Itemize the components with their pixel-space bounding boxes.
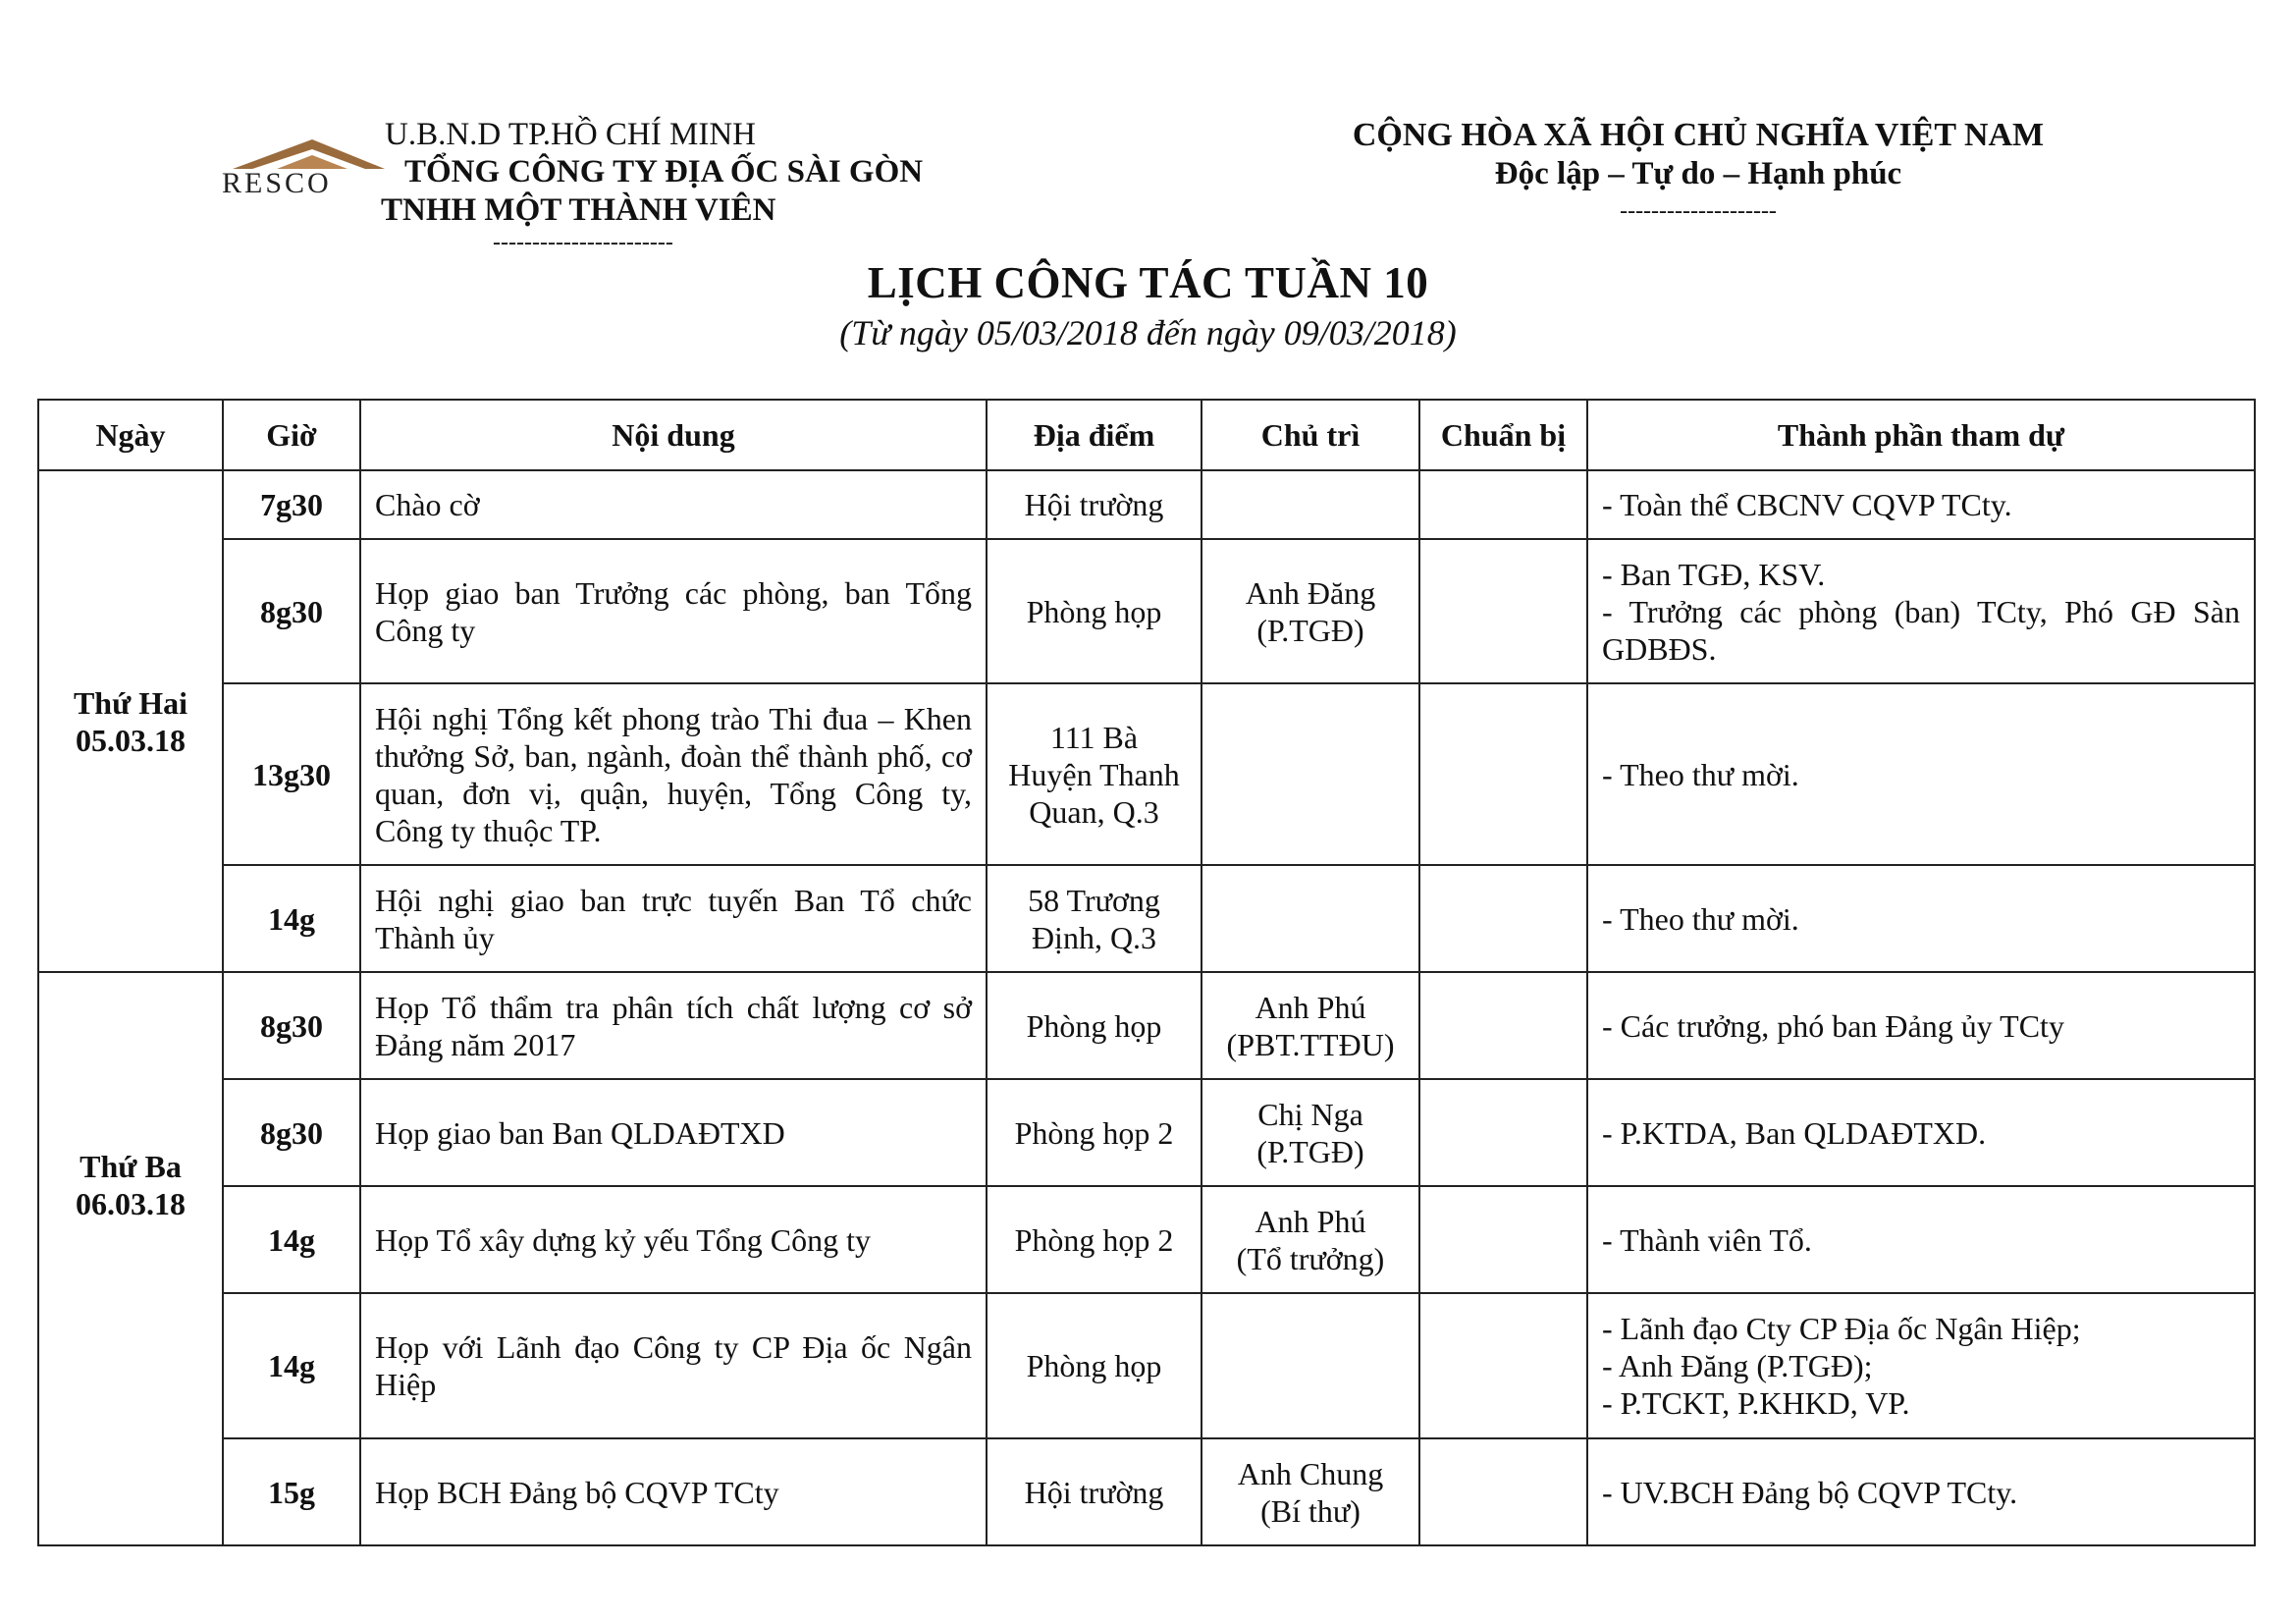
- place-cell: Phòng họp: [987, 1293, 1201, 1438]
- attendees-cell: - P.KTDA, Ban QLDAĐTXD.: [1587, 1079, 2255, 1186]
- attendees-cell: - Toàn thể CBCNV CQVP TCty.: [1587, 470, 2255, 539]
- date-range: (Từ ngày 05/03/2018 đến ngày 09/03/2018): [839, 313, 1457, 352]
- prep-cell: [1419, 683, 1587, 865]
- time-cell: 15g: [223, 1438, 360, 1545]
- chair-cell: [1201, 683, 1419, 865]
- content-cell: Hội nghị Tổng kết phong trào Thi đua – Khen thưởng Sở, ban, ngành, đoàn thể thành phố, cơ quan, đơn vị, quận, huyện, Tổng Công ty, Công ty thuộc TP.: [360, 683, 987, 865]
- prep-cell: [1419, 972, 1587, 1079]
- place-cell: Phòng họp: [987, 539, 1201, 683]
- content-cell: Họp Tổ xây dựng kỷ yếu Tổng Công ty: [360, 1186, 987, 1293]
- content-cell: Họp giao ban Trưởng các phòng, ban Tổng Công ty: [360, 539, 987, 683]
- place-cell: Phòng họp: [987, 972, 1201, 1079]
- attendees-cell: - Lãnh đạo Cty CP Địa ốc Ngân Hiệp; - Anh Đăng (P.TGĐ); - P.TCKT, P.KHKD, VP.: [1587, 1293, 2255, 1438]
- content-cell: Họp Tổ thẩm tra phân tích chất lượng cơ sở Đảng năm 2017: [360, 972, 987, 1079]
- prep-cell: [1419, 1293, 1587, 1438]
- content-cell: Họp BCH Đảng bộ CQVP TCty: [360, 1438, 987, 1545]
- col-header-chair: Chủ trì: [1201, 400, 1419, 470]
- table-row: [38, 1438, 2255, 1545]
- time-cell: 14g: [223, 1293, 360, 1438]
- col-header-date: Ngày: [38, 400, 223, 470]
- chair-cell: [1201, 1293, 1419, 1438]
- chair-cell: Anh Đăng (P.TGĐ): [1201, 539, 1419, 683]
- content-cell: Họp giao ban Ban QLDAĐTXD: [360, 1079, 987, 1186]
- prep-cell: [1419, 865, 1587, 972]
- chair-cell: [1201, 470, 1419, 539]
- table-row: [38, 470, 2255, 539]
- page-title: LỊCH CÔNG TÁC TUẦN 10: [867, 258, 1429, 307]
- attendees-cell: - UV.BCH Đảng bộ CQVP TCty.: [1587, 1438, 2255, 1545]
- prep-cell: [1419, 539, 1587, 683]
- day-label-tuesday: Thứ Ba 06.03.18: [38, 972, 223, 1545]
- place-cell: Phòng họp 2: [987, 1186, 1201, 1293]
- table-row: [38, 1186, 2255, 1293]
- prep-cell: [1419, 1186, 1587, 1293]
- table-row: [38, 539, 2255, 683]
- national-motto-block: [1276, 116, 2120, 230]
- chair-cell: [1201, 865, 1419, 972]
- time-cell: 14g: [223, 865, 360, 972]
- prep-cell: [1419, 1438, 1587, 1545]
- chair-cell: Anh Phú (PBT.TTĐU): [1201, 972, 1419, 1079]
- table-header-row: [38, 400, 2255, 470]
- col-header-attendees: Thành phần tham dự: [1587, 400, 2255, 470]
- place-cell: Phòng họp 2: [987, 1079, 1201, 1186]
- attendees-cell: - Theo thư mời.: [1587, 865, 2255, 972]
- country-name: CỘNG HÒA XÃ HỘI CHỦ NGHĨA VIỆT NAM: [1352, 117, 2045, 153]
- motto: Độc lập – Tự do – Hạnh phúc: [1494, 156, 1902, 191]
- table-row: [38, 1079, 2255, 1186]
- chair-cell: Chị Nga (P.TGĐ): [1201, 1079, 1419, 1186]
- col-header-prep: Chuẩn bị: [1419, 400, 1587, 470]
- time-cell: 8g30: [223, 539, 360, 683]
- chair-cell: Anh Chung (Bí thư): [1201, 1438, 1419, 1545]
- time-cell: 7g30: [223, 470, 360, 539]
- place-cell: Hội trường: [987, 470, 1201, 539]
- place-cell: 111 Bà Huyện Thanh Quan, Q.3: [987, 683, 1201, 865]
- schedule-table: [37, 399, 2256, 1546]
- issuer-separator: -----------------------: [493, 230, 673, 255]
- place-cell: Hội trường: [987, 1438, 1201, 1545]
- table-row: [38, 683, 2255, 865]
- table-row: [38, 1293, 2255, 1438]
- resco-logo: [218, 134, 385, 196]
- resco-logo-icon: [218, 134, 385, 196]
- time-cell: 8g30: [223, 972, 360, 1079]
- prep-cell: [1419, 1079, 1587, 1186]
- time-cell: 14g: [223, 1186, 360, 1293]
- chair-cell: Anh Phú (Tổ trưởng): [1201, 1186, 1419, 1293]
- attendees-cell: - Ban TGĐ, KSV. - Trưởng các phòng (ban) TCty, Phó GĐ Sàn GDBĐS.: [1587, 539, 2255, 683]
- content-cell: Chào cờ: [360, 470, 987, 539]
- content-cell: Họp với Lãnh đạo Công ty CP Địa ốc Ngân Hiệp: [360, 1293, 987, 1438]
- col-header-place: Địa điểm: [987, 400, 1201, 470]
- issuer-line-1: U.B.N.D TP.HỒ CHÍ MINH: [385, 117, 757, 152]
- place-cell: 58 Trương Định, Q.3: [987, 865, 1201, 972]
- attendees-cell: - Các trưởng, phó ban Đảng ủy TCty: [1587, 972, 2255, 1079]
- day-label-monday: Thứ Hai 05.03.18: [38, 470, 223, 972]
- time-cell: 8g30: [223, 1079, 360, 1186]
- prep-cell: [1419, 470, 1587, 539]
- time-cell: 13g30: [223, 683, 360, 865]
- issuer-line-2: TỔNG CÔNG TY ĐỊA ỐC SÀI GÒN: [404, 154, 924, 189]
- motto-separator: --------------------: [1620, 198, 1777, 224]
- content-cell: Hội nghị giao ban trực tuyến Ban Tổ chức Thành ủy: [360, 865, 987, 972]
- table-row: [38, 865, 2255, 972]
- attendees-cell: - Theo thư mời.: [1587, 683, 2255, 865]
- attendees-cell: - Thành viên Tổ.: [1587, 1186, 2255, 1293]
- svg-text:RESCO: RESCO: [222, 167, 332, 196]
- issuer-line-3: TNHH MỘT THÀNH VIÊN: [381, 192, 776, 228]
- table-row: [38, 972, 2255, 1079]
- col-header-time: Giờ: [223, 400, 360, 470]
- col-header-content: Nội dung: [360, 400, 987, 470]
